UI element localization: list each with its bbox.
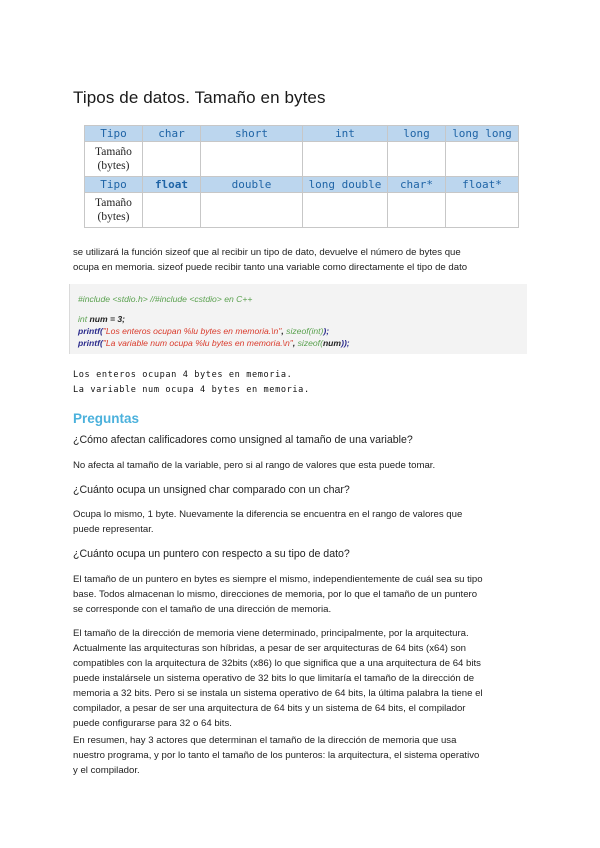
header-cell: short <box>201 126 303 142</box>
empty-cell <box>201 193 303 228</box>
code-string: "La variable num ocupa %lu bytes en memoria.\n" <box>102 338 293 348</box>
question: ¿Cuánto ocupa un unsigned char comparado con un char? <box>73 484 350 496</box>
program-output-line: La variable num ocupa 4 bytes en memoria. <box>73 385 310 395</box>
code-string: "Los enteros ocupan %lu bytes en memoria.\n" <box>102 326 282 336</box>
header-cell: Tipo <box>85 177 143 193</box>
header-cell: float <box>143 177 201 193</box>
text-line: base. Todos almacenan lo mismo, direcciones de memoria, por lo que el tamaño de un puntero <box>73 589 478 600</box>
empty-cell <box>303 142 388 177</box>
answer-paragraph: No afecta al tamaño de la variable, pero si al rango de valores que esta puede tomar. <box>73 460 436 471</box>
intro-paragraph <box>73 245 533 275</box>
header-cell: Tipo <box>85 126 143 142</box>
text-line: compilador, a pesar de ser una arquitectura de 64 bits y un sistema de 64 bits, el compilador <box>73 703 466 714</box>
code-text: , <box>292 338 298 348</box>
code-text: ); <box>323 326 330 336</box>
text-line: El tamaño de un puntero en bytes es siempre el mismo, independientemente de cuál sea su tipo <box>73 574 483 585</box>
text-line: puede configurarse para 32 o 64 bits. <box>73 718 232 729</box>
empty-cell <box>143 193 201 228</box>
data-types-table <box>84 125 519 228</box>
empty-cell <box>303 193 388 228</box>
header-cell: char <box>143 126 201 142</box>
code-variable: num <box>322 338 342 348</box>
text-line: El tamaño de la dirección de memoria viene determinado, principalmente, por la arquitectura. <box>73 628 469 639</box>
program-output-line: Los enteros ocupan 4 bytes en memoria. <box>73 370 293 380</box>
code-line <box>78 338 350 348</box>
header-cell: float* <box>446 177 519 193</box>
code-block <box>69 284 527 354</box>
header-cell: long <box>388 126 446 142</box>
size-label-line: Tamaño <box>95 197 132 209</box>
text-line: compatibles con la arquitectura de 32bits (x86) lo que significa que a una arquitectura de 64 bits <box>73 658 481 669</box>
code-keyword: sizeof(int) <box>286 326 324 336</box>
code-text: , <box>281 326 287 336</box>
empty-cell <box>388 193 446 228</box>
summary-paragraph <box>73 733 533 778</box>
text-line: puede instalársele un sistema operativo de 32 bits lo que limitaría el tamaño de la dirección de <box>73 673 475 684</box>
header-cell: long double <box>303 177 388 193</box>
code-text: num = 3; <box>87 314 126 324</box>
answer-paragraph <box>73 507 533 537</box>
empty-cell <box>201 142 303 177</box>
code-function: printf( <box>78 338 103 348</box>
table-header-row <box>85 177 519 193</box>
size-label-cell <box>85 142 143 177</box>
text-line: Actualmente las arquitecturas son híbridas, a pesar de ser arquitecturas de 64 bits (x64) son <box>73 643 467 654</box>
code-line <box>78 294 252 304</box>
text-line: y el compilador. <box>73 765 140 776</box>
code-keyword: int <box>78 314 88 324</box>
code-line <box>78 314 125 324</box>
code-include: #include <stdio.h> //#include <cstdio> en C++ <box>78 294 253 304</box>
architecture-paragraph <box>73 626 533 731</box>
header-cell: double <box>201 177 303 193</box>
size-label-line: (bytes) <box>97 211 130 223</box>
code-text: )); <box>341 338 350 348</box>
empty-cell <box>446 193 519 228</box>
size-label-line: (bytes) <box>97 160 130 172</box>
text-line: ocupa en memoria. sizeof puede recibir tanto una variable como directamente el tipo de dato <box>73 262 468 273</box>
text-line: nuestro programa, y por lo tanto el tamaño de los punteros: la arquitectura, el sistema operativo <box>73 750 480 761</box>
text-line: se corresponde con el tamaño de una dirección de memoria. <box>73 604 332 615</box>
question: ¿Cómo afectan calificadores como unsigned al tamaño de una variable? <box>73 434 413 446</box>
size-label-cell <box>85 193 143 228</box>
text-line: se utilizará la función sizeof que al recibir un tipo de dato, devuelve el número de bytes que <box>73 247 461 258</box>
header-cell: long long <box>446 126 519 142</box>
code-function: printf( <box>78 326 103 336</box>
table-row <box>85 193 519 228</box>
text-line: puede representar. <box>73 524 154 535</box>
empty-cell <box>143 142 201 177</box>
answer-paragraph <box>73 572 533 617</box>
code-line <box>78 326 329 336</box>
empty-cell <box>446 142 519 177</box>
table-header-row <box>85 126 519 142</box>
code-keyword: sizeof( <box>297 338 323 348</box>
page-title: Tipos de datos. Tamaño en bytes <box>73 88 326 107</box>
question: ¿Cuánto ocupa un puntero con respecto a su tipo de dato? <box>73 548 350 560</box>
table-row <box>85 142 519 177</box>
header-cell: int <box>303 126 388 142</box>
text-line: memoria a 32 bits. Pero si se instala un sistema operativo de 64 bits, la última palabra la tiene el <box>73 688 483 699</box>
text-line: En resumen, hay 3 actores que determinan el tamaño de la dirección de memoria que usa <box>73 735 457 746</box>
section-title: Preguntas <box>73 411 140 426</box>
empty-cell <box>388 142 446 177</box>
header-cell: char* <box>388 177 446 193</box>
text-line: Ocupa lo mismo, 1 byte. Nuevamente la diferencia se encuentra en el rango de valores que <box>73 509 463 520</box>
size-label-line: Tamaño <box>95 146 132 158</box>
